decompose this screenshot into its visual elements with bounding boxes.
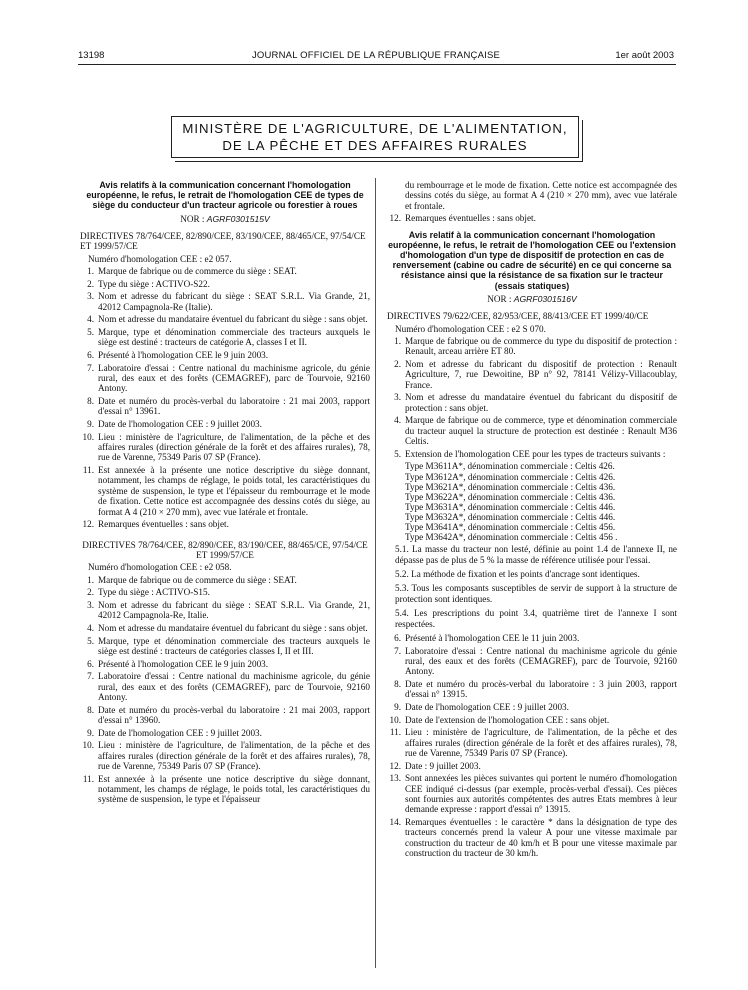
item-text: Marque de fabrique ou de commerce du siège : SEAT. [98,574,297,585]
list-item [80,600,370,621]
list-item [387,359,677,390]
item-number: 1. [394,336,401,347]
sub-condition: 5.4. Les prescriptions du point 3.4, quatrième tiret de l'annexe I sont respectées. [395,608,677,629]
item-number: 8. [87,396,94,407]
homologation-number: Numéro d'homologation CEE : e2 058. [88,562,232,573]
homologation-number: Numéro d'homologation CEE : e2 057. [88,253,232,264]
item-number: 10. [389,714,401,725]
item-text: Est annexée à la présente une notice descriptive du siège donnant, notamment, les champs de réglage, le poids total, les caractéristiques du système de suspension, le type et l'épaisseur [98,773,370,805]
list-item [80,279,370,289]
item-text: Date et numéro du procès-verbal du laboratoire : 21 mai 2003, rapport d'essai n° 13961. [98,396,370,417]
item-text: Nom et adresse du fabricant du siège : SEAT S.R.L. Via Grande, 21, 42012 Campagnola-Re, Italie. [98,600,370,621]
notice-title-seats: Avis relatifs à la communication concernant l'homologation européenne, le refus, le retrait de l'homologation CEE de types de siège du conducteur d'un tracteur agricole ou forestier à roues [86,180,364,211]
homologation-number: Numéro d'homologation CEE : e2 S 070. [395,323,546,334]
list-item [387,336,677,357]
item-text: Remarques éventuelles : sans objet. [405,213,536,224]
item-number: 8. [87,704,94,715]
item-text: Date de l'homologation CEE : 9 juillet 2003. [98,727,262,738]
tractor-type-entry: Type M3641A*, dénomination commerciale : Celtis 456. [405,522,616,533]
item-text: Présenté à l'homologation CEE le 11 juin 2003. [405,633,580,644]
list-item [80,740,370,771]
item-text: Lieu : ministère de l'agriculture, de l'alimentation, de la pêche et des affaires rurales (direction générale de la forêt et des affaires rurales), 78, rue de Varenne, 75349 Paris 07 SP (France). [98,431,370,463]
item-text: Date et numéro du procès-verbal du laboratoire : 21 mai 2003, rapport d'essai n° 13960. [98,704,370,726]
item-list [387,633,677,859]
list-item [387,817,677,859]
item-list [80,266,370,529]
list-item [387,715,677,725]
item-text: Nom et adresse du mandataire éventuel du fabricant du siège : sans objet. [98,623,368,634]
item-text: Est annexée à la présente une notice descriptive du siège donnant, notamment, les champs de réglage, le poids total, les caractéristiques du système de suspension, le type et l'épaisseur du rembourrage et le mode de fixation. Cette notice est accompagnée des dessins cotés du siège, au format A 4 (210 × 270 mm), avec vue latérale et frontale. [98,465,370,517]
item-number: 3. [394,392,401,403]
sub-condition: 5.1. La masse du tracteur non lesté, définie au point 1.4 de l'annexe II, ne dépasse pas de plus de 5 % la masse de référence utilisée pour l'essai. [395,544,677,565]
item-text: Date et numéro du procès-verbal du laboratoire : 3 juin 2003, rapport d'essai n° 13915. [405,679,677,700]
item-number: 1. [87,266,94,277]
list-item [80,465,370,517]
item-number: 4. [87,623,94,634]
item-number: 1. [87,574,94,585]
list-item [387,679,677,700]
item-list [80,575,370,805]
list-item [80,519,370,529]
item-number: 4. [87,314,94,325]
item-text: Laboratoire d'essai : Centre national du machinisme agricole du génie rural, des eaux et des forêts (CEMAGREF), parc de Tourvoie, 92160 Antony. [405,645,677,677]
item-number: 6. [87,350,94,361]
nor-code: AGRF0301516V [513,293,577,304]
item-text: Marque de fabrique ou de commerce du siège : SEAT. [98,266,297,277]
tractor-type-entry: Type M3622A*, dénomination commerciale : Celtis 436. [405,491,616,502]
item-number: 14. [389,817,401,828]
item-number: 3. [87,291,94,302]
page-number: 13198 [78,50,105,61]
item-text: Marque, type et dénomination commerciale des tracteurs auxquels le siège est destiné : tracteurs de catégories classes I, II et III. [98,635,370,657]
item-number: 6. [394,633,401,644]
item-text: Date de l'homologation CEE : 9 juillet 2003. [98,419,262,430]
item-list [387,336,677,459]
directives-heading: DIRECTIVES 78/764/CEE, 82/890/CEE, 83/190/CEE, 88/465/CE, 97/54/CE ET 1999/57/CE [82,539,368,561]
list-item [80,575,370,585]
list-item [80,432,370,463]
journal-title: JOURNAL OFFICIEL DE LA RÉPUBLIQUE FRANÇAISE [251,50,501,61]
ministry-box [171,116,579,158]
list-item [80,623,370,633]
list-item [80,314,370,324]
item-text: Nom et adresse du fabricant du siège : SEAT S.R.L. Via Grande, 21, 42012 Campagnola-Re (Italie). [98,291,370,312]
item-text: Type du siège : ACTIVO-S15. [98,587,210,598]
item-text: Présenté à l'homologation CEE le 9 juin 2003. [98,658,269,669]
nor-reference [80,214,370,224]
item-number: 3. [87,600,94,611]
right-column [387,180,677,861]
directives-heading: DIRECTIVES 79/622/CEE, 82/953/CEE, 88/413/CEE ET 1999/40/CE [387,311,649,322]
sub-conditions [387,544,677,629]
item-number: 7. [87,671,94,682]
item-number: 11. [82,465,94,476]
item-text: Lieu : ministère de l'agriculture, de l'alimentation, de la pêche et des affaires rurales (direction générale de la forêt et des affaires rurales), 78, rue de Varenne, 75349 Paris 07 SP (France). [405,727,677,759]
tractor-type-entry: Type M3632A*, dénomination commerciale : Celtis 446. [405,511,616,522]
item-text: Type du siège : ACTIVO-S22. [98,278,210,289]
nor-code: AGRF0301515V [206,213,270,224]
list-item [80,363,370,394]
item-number: 9. [394,702,401,713]
item-number: 5. [394,448,401,459]
list-item [387,646,677,677]
list-item [387,449,677,459]
item-text: Laboratoire d'essai : Centre national du machinisme agricole, du génie rural, des eaux et des forêts (CEMAGREF), parc de Tourvoie, 92160 Antony. [98,362,370,394]
list-item [80,774,370,805]
item-number: 11. [389,727,401,738]
item-text: Remarques éventuelles : le caractère * dans la désignation de type des tracteurs concernés prend la valeur A pour une vitesse maximale par construction du tracteur de 40 km/h et B pour une vitesse maximale par construction du tracteur de 30 km/h. [405,817,677,859]
item-number: 11. [82,773,94,784]
item-text: Extension de l'homologation CEE pour les types de tracteurs suivants : [405,448,666,459]
directives-heading: DIRECTIVES 78/764/CEE, 82/890/CEE, 83/190/CEE, 88/465/CE, 97/54/CE ET 1999/57/CE [80,231,366,252]
item-text: Date : 9 juillet 2003. [405,760,481,771]
list-item [80,266,370,276]
item-number: 9. [87,727,94,738]
list-item [80,636,370,657]
item-number: 2. [87,278,94,289]
list-item [80,671,370,702]
item-number: 10. [82,431,94,442]
list-item [387,773,677,815]
nor-label: NOR : [487,293,514,304]
item-number: 5. [87,327,94,338]
tractor-type-entry: Type M3631A*, dénomination commerciale : Celtis 446. [405,501,616,512]
notice-title-rops: Avis relatif à la communication concernant l'homologation européenne, le refus, le retrait de l'homologation CEE ou l'extension d'homologation d'un type de dispositif de protection en cas de renversement (cabine ou cadre de sécurité) en ce qui concerne sa résistance ainsi que la résistance de sa fixation sur le tracteur (essais statiques) [388,229,676,291]
item-text: Nom et adresse du mandataire éventuel du fabricant du siège : sans objet. [98,314,368,325]
item-number: 2. [87,587,94,598]
item-number: 10. [82,740,94,751]
item-number: 8. [394,679,401,690]
item-text: Marque, type et dénomination commerciale des tracteurs auxquels le siège est destiné : tracteurs de catégorie A, classes I et II. [98,327,370,348]
item-number: 12. [82,519,94,530]
item-number: 2. [394,359,401,370]
item-text: Nom et adresse du fabricant du dispositif de protection : Renault Agriculture, 7, rue Dewoitine, BP n° 92, 78141 Vélizy-Villacoublay, France. [405,359,677,390]
list-item [80,327,370,348]
sub-condition: 5.3. Tous les composants susceptibles de servir de support à la structure de protection sont identiques. [395,583,677,604]
item-text: Lieu : ministère de l'agriculture, de l'alimentation, de la pêche et des affaires rurales (direction générale de la forêt et des affaires rurales), 78, rue de Varenne, 75349 Paris 07 SP (France). [98,740,370,772]
list-item [80,291,370,312]
continuation-text: du rembourrage et le mode de fixation. Cette notice est accompagnée des dessins cotés du siège, au format A 4 (210 × 270 mm), avec vue latérale et frontale. [405,180,677,211]
list-item [80,587,370,597]
item-text: Marque de fabrique ou de commerce du type du dispositif de protection : Renault, arceau arrière ET 80. [405,336,677,357]
item-number: 12. [389,213,401,224]
column-divider [375,178,376,968]
sub-condition: 5.2. La méthode de fixation et les points d'ancrage sont identiques. [395,569,640,580]
item-number: 7. [87,362,94,373]
item-number: 6. [87,658,94,669]
item-text: Marque de fabrique ou de commerce, type et dénomination commerciale du tracteur auquel la structure de protection est destinée : Renault M36 Celtis. [405,415,677,447]
nor-label: NOR : [180,213,207,224]
list-item [80,396,370,417]
list-item [387,702,677,712]
item-text: Laboratoire d'essai : Centre national du machinisme agricole, du génie rural, des eaux et des forêts (CEMAGREF), parc de Tourvoie, 92160 Antony. [98,671,370,703]
tractor-type-entry: Type M3621A*, dénomination commerciale : Celtis 436. [405,481,616,492]
ministry-line-2: DE LA PÊCHE ET DES AFFAIRES RURALES [222,138,528,153]
tractor-type-entry: Type M3642A*, dénomination commerciale : Celtis 456 . [405,532,618,543]
left-column [80,180,370,807]
tractor-type-entry: Type M3611A*, dénomination commerciale : Celtis 426. [405,461,615,472]
page-header [78,50,674,64]
item-text: Remarques éventuelles : sans objet. [98,519,229,530]
item-number: 5. [87,635,94,646]
ministry-line-1: MINISTÈRE DE L'AGRICULTURE, DE L'ALIMENTATION, [182,121,568,136]
header-rule [78,64,676,65]
item-text: Date de l'homologation CEE : 9 juillet 2003. [405,702,569,713]
list-item [387,392,677,413]
list-item [80,705,370,726]
list-item [387,213,677,223]
item-text: Nom et adresse du mandataire éventuel du fabricant du dispositif de protection : sans objet. [405,392,677,413]
item-number: 9. [87,419,94,430]
item-number: 13. [389,773,401,784]
item-number: 12. [389,760,401,771]
nor-reference [387,294,677,304]
list-item [80,350,370,360]
list-item [80,659,370,669]
list-item [80,419,370,429]
item-number: 7. [394,645,401,656]
list-item [387,633,677,643]
item-number: 4. [394,415,401,426]
list-item [387,761,677,771]
item-text: Sont annexées les pièces suivantes qui portent le numéro d'homologation CEE indiqué ci-dessus (par exemple, procès-verbal d'essai). Ces pièces sont fournies aux autorités compétentes des autres Etats membres à leur demande expresse : rapport d'essai n° 13915. [405,773,677,815]
list-item [80,728,370,738]
issue-date: 1er août 2003 [615,50,674,61]
item-text: Présenté à l'homologation CEE le 9 juin 2003. [98,350,269,361]
tractor-type-list [405,461,677,542]
list-item [387,415,677,446]
item-text: Date de l'extension de l'homologation CEE : sans objet. [405,714,610,725]
tractor-type-entry: Type M3612A*, dénomination commerciale : Celtis 426. [405,471,616,482]
list-item [387,727,677,758]
